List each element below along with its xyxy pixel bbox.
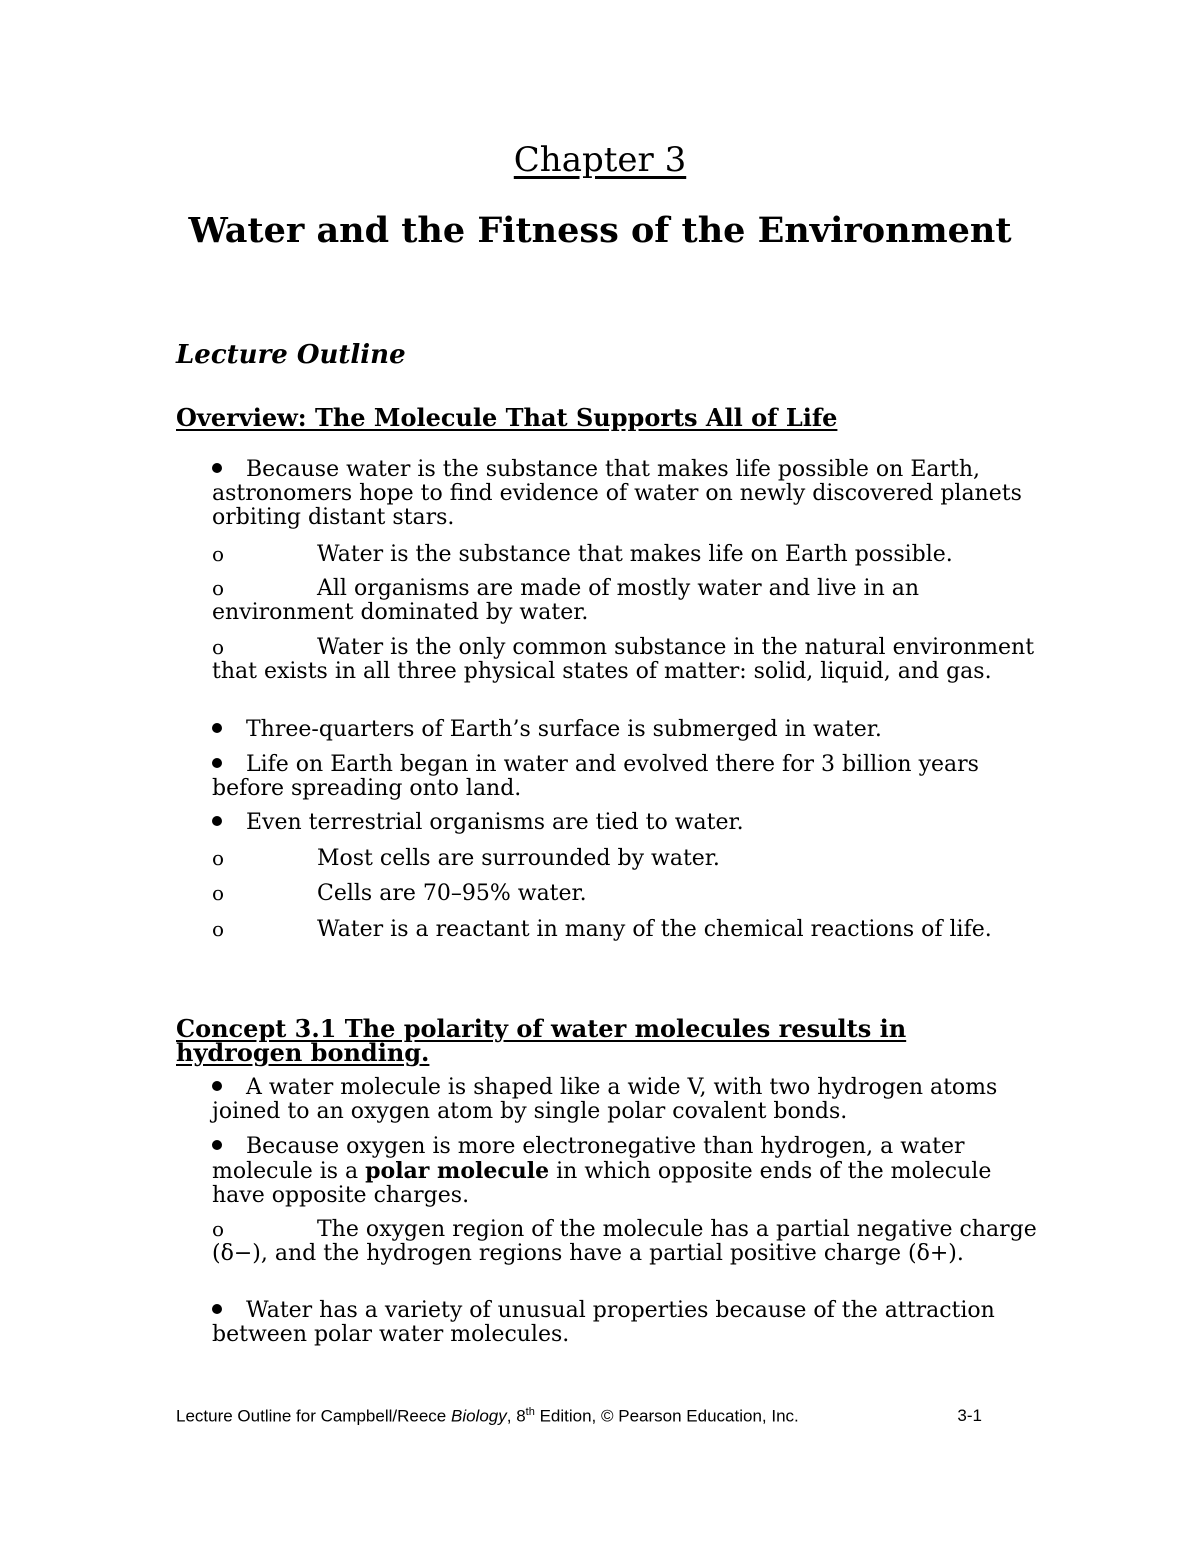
list-item-text: Life on Earth began in water and evolved there for 3 billion years before spreading onto land. (212, 752, 979, 801)
bullet-icon (212, 458, 246, 482)
list-item (212, 458, 1042, 530)
circle-bullet-icon: o (212, 576, 225, 600)
circle-bullet-icon: o (212, 542, 225, 566)
key-term: polar molecule (365, 1158, 550, 1184)
bullet-icon (212, 753, 246, 777)
circle-bullet-icon: o (212, 846, 225, 870)
list-item (212, 811, 1042, 835)
list-item (212, 753, 1042, 801)
list-item-text: All organisms are made of mostly water and live in an environment dominated by water. (212, 576, 920, 625)
list-item (212, 1299, 1042, 1347)
list-item-text: Cells are 70–95% water. (317, 881, 587, 906)
document-title: Water and the Fitness of the Environment (188, 210, 1012, 251)
list-item (212, 846, 1042, 871)
list-item-text: A water molecule is shaped like a wide V, with two hydrogen atoms joined to an oxygen atom by single polar covalent bonds. (212, 1075, 998, 1124)
bullet-icon (212, 718, 246, 742)
bullet-icon (212, 811, 246, 835)
page-number: 3-1 (957, 1406, 982, 1425)
list-item-text: Three-quarters of Earth’s surface is submerged in water. (246, 717, 882, 742)
lecture-outline-heading: Lecture Outline (176, 340, 406, 370)
list-item (212, 635, 1042, 684)
concept-heading-line: Concept 3.1 The polarity of water molecules results in (176, 1014, 907, 1043)
footer-superscript: th (525, 1406, 535, 1418)
overview-heading: Overview: The Molecule That Supports All of Life (176, 403, 838, 432)
list-item (212, 917, 1042, 942)
list-item-text: The oxygen region of the molecule has a partial negative charge (δ−), and the hydrogen regions have a partial positive charge (δ+). (212, 1217, 1037, 1266)
list-item (212, 1217, 1042, 1266)
bullet-icon (212, 1076, 246, 1100)
circle-bullet-icon: o (212, 881, 225, 905)
list-item-text: Water is the substance that makes life on Earth possible. (317, 542, 953, 567)
list-item-text: Water has a variety of unusual properties because of the attraction between polar water molecules. (212, 1298, 995, 1347)
list-item-text: Because water is the substance that makes life possible on Earth, astronomers hope to find evidence of water on newly discovered planets orbiting distant stars. (212, 457, 1022, 530)
list-item-text: Even terrestrial organisms are tied to water. (246, 810, 744, 835)
chapter-label: Chapter 3 (513, 140, 687, 180)
circle-bullet-icon: o (212, 1217, 225, 1241)
concept-heading (176, 1014, 907, 1067)
concept-heading-line: hydrogen bonding. (176, 1038, 430, 1067)
list-item (212, 576, 1042, 625)
list-item-text: in which opposite ends of the molecule have opposite charges. (212, 1159, 992, 1208)
list-item (212, 542, 1042, 567)
list-item (212, 1076, 1042, 1124)
circle-bullet-icon: o (212, 635, 225, 659)
list-item-text: Water is a reactant in many of the chemical reactions of life. (317, 917, 992, 942)
list-item-text: Most cells are surrounded by water. (317, 846, 720, 871)
list-item-text: Because oxygen is more electronegative than hydrogen, a water molecule is a (212, 1134, 965, 1184)
list-item (212, 1135, 1042, 1208)
footer-text: Lecture Outline for Campbell/Reece (176, 1406, 451, 1426)
list-item (212, 881, 1042, 906)
footer-text: Edition, © Pearson Education, Inc. (534, 1406, 799, 1426)
list-item-text: Water is the only common substance in the natural environment that exists in all three physical states of matter: solid, liquid, and gas. (212, 635, 1035, 684)
circle-bullet-icon: o (212, 917, 225, 941)
footer-text: , 8 (506, 1406, 526, 1426)
footer-book-title: Biology (450, 1406, 507, 1426)
list-item (212, 718, 1042, 742)
page-footer (176, 1406, 992, 1427)
bullet-icon (212, 1135, 246, 1159)
bullet-icon (212, 1299, 246, 1323)
